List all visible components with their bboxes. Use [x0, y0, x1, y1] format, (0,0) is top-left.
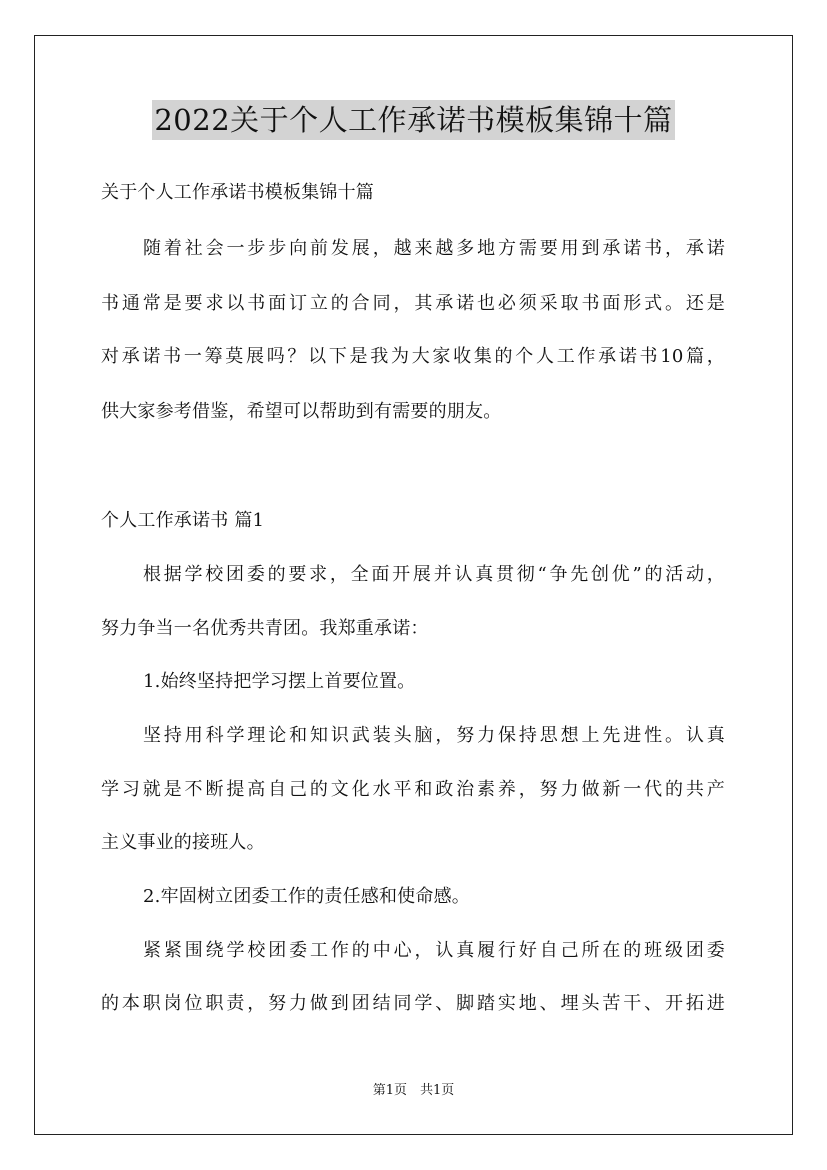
title-container — [0, 100, 827, 140]
section-line-2: 努力争当一名优秀共青团。我郑重承诺： — [101, 618, 429, 639]
document-title: 2022关于个人工作承诺书模板集锦十篇 — [152, 100, 674, 140]
section-line-4: 坚持用科学理论和知识武装头脑，努力保持思想上先进性。认真 — [143, 725, 725, 746]
section-line-8: 紧紧围绕学校团委工作的中心，认真履行好自己所在的班级团委 — [143, 940, 725, 961]
section-heading: 个人工作承诺书 篇1 — [101, 510, 265, 531]
section-line-9: 的本职岗位职责，努力做到团结同学、脚踏实地、埋头苦干、开拓进 — [101, 993, 725, 1014]
document-subtitle: 关于个人工作承诺书模板集锦十篇 — [101, 182, 374, 203]
page-footer — [0, 1082, 827, 1100]
intro-line-1: 随着社会一步步向前发展，越来越多地方需要用到承诺书，承诺 — [143, 238, 725, 259]
section-line-5: 学习就是不断提高自己的文化水平和政治素养，努力做新一代的共产 — [101, 779, 725, 800]
section-line-6: 主义事业的接班人。 — [101, 832, 265, 853]
intro-line-2: 书通常是要求以书面订立的合同，其承诺也必须采取书面形式。还是 — [101, 293, 725, 314]
section-line-1: 根据学校团委的要求，全面开展并认真贯彻“争先创优”的活动， — [143, 564, 725, 585]
intro-line-3: 对承诺书一筹莫展吗？以下是我为大家收集的个人工作承诺书10篇， — [101, 346, 725, 367]
page-number-label: 第1页 共1页 — [372, 1083, 455, 1098]
section-line-7: 2.牢固树立团委工作的责任感和使命感。 — [143, 886, 470, 907]
intro-line-4: 供大家参考借鉴，希望可以帮助到有需要的朋友。 — [101, 401, 502, 422]
section-line-3: 1.始终坚持把学习摆上首要位置。 — [143, 671, 416, 692]
